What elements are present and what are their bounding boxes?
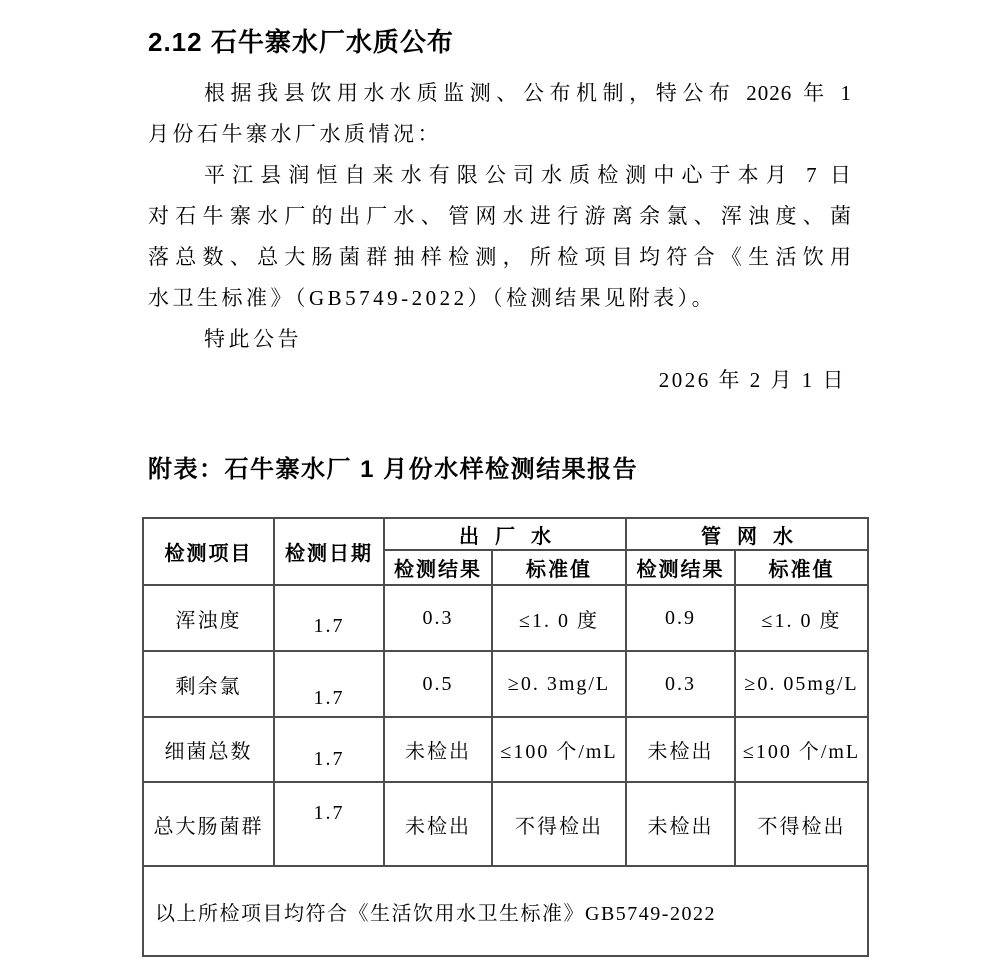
cell-pipe-standard: 不得检出 [735,782,868,866]
col-header-pipe-water [626,518,868,550]
cell-item: 总大肠菌群 [143,782,274,866]
cell-pipe-standard: ≤1. 0 度 [735,585,868,651]
table-footer-row [143,866,868,956]
document-body [148,73,852,401]
col-header-item: 检测项目 [143,518,274,585]
col-header-factory-water [384,518,626,550]
cell-pipe-result: 0.3 [626,651,735,717]
col-header-factory-result: 检测结果 [384,550,492,585]
cell-factory-standard: ≥0. 3mg/L [492,651,626,717]
test-date-value: 1.7 [313,801,345,824]
closing-line: 特此公告 [204,327,302,351]
pipe-water-label: 管网水 [701,525,809,548]
cell-test-date [274,651,384,717]
cell-factory-result: 0.5 [384,651,492,717]
document-title: 2.12 石牛寨水厂水质公布 [148,27,454,57]
cell-item: 剩余氯 [143,651,274,717]
table-header-row-1 [143,518,868,550]
cell-pipe-result: 未检出 [626,717,735,782]
cell-test-date [274,782,384,866]
test-date-value: 1.7 [313,614,345,637]
col-header-test-date: 检测日期 [274,518,384,585]
paragraph2-line2: 对石牛寨水厂的出厂水、管网水进行游离余氯、浑浊度、菌 [148,204,852,228]
test-date-value: 1.7 [313,748,345,770]
cell-factory-standard: 不得检出 [492,782,626,866]
cell-test-date [274,717,384,782]
cell-pipe-result: 0.9 [626,585,735,651]
paragraph2-line1: 平江县润恒自来水有限公司水质检测中心于本月 7 日 [204,163,852,187]
cell-factory-standard: ≤1. 0 度 [492,585,626,651]
col-header-pipe-result: 检测结果 [626,550,735,585]
cell-pipe-result: 未检出 [626,782,735,866]
paragraph2-line4: 水卫生标准》（GB5749-2022）（检测结果见附表）。 [148,286,717,310]
col-header-factory-standard: 标准值 [492,550,626,585]
test-date-value: 1.7 [313,686,345,709]
cell-pipe-standard: ≤100 个/mL [735,717,868,782]
table-footer-note: 以上所检项目均符合《生活饮用水卫生标准》GB5749-2022 [143,866,868,956]
col-header-pipe-standard: 标准值 [735,550,868,585]
table-row-turbidity [143,585,868,651]
cell-factory-result: 0.3 [384,585,492,651]
cell-factory-result: 未检出 [384,782,492,866]
cell-item: 浑浊度 [143,585,274,651]
cell-pipe-standard: ≥0. 05mg/L [735,651,868,717]
announcement-date: 2026 年 2 月 1 日 [658,368,846,392]
factory-water-label: 出厂水 [459,525,567,548]
paragraph1-line2: 月份石牛寨水厂水质情况： [148,122,442,146]
table-row-bacteria-count [143,717,868,782]
water-quality-table [142,517,869,957]
cell-test-date [274,585,384,651]
paragraph1-line1: 根据我县饮用水水质监测、公布机制，特公布 2026 年 1 [204,81,852,105]
table-row-total-coliform [143,782,868,866]
table-title: 附表：石牛寨水厂 1 月份水样检测结果报告 [148,456,639,483]
table-row-residual-chlorine [143,651,868,717]
paragraph2-line3: 落总数、总大肠菌群抽样检测，所检项目均符合《生活饮用 [148,245,852,269]
cell-item: 细菌总数 [143,717,274,782]
cell-factory-standard: ≤100 个/mL [492,717,626,782]
cell-factory-result: 未检出 [384,717,492,782]
